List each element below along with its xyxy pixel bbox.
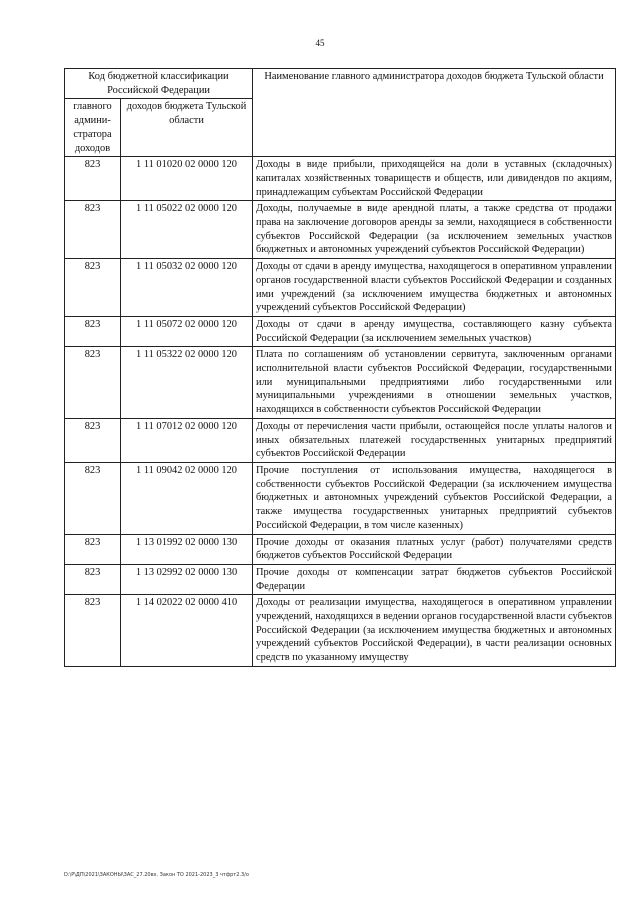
table-header-row [65, 69, 616, 99]
income-name-cell: Доходы, получаемые в виде арендной платы, а также средства от продажи права на заключение договоров аренды за земли, находящиеся в собственности субъектов Российской Федерации (за исключением земельных участков бюджетных и автономных учреждений субъектов Российской Федерации) [253, 201, 616, 259]
admin-code-cell: 823 [65, 259, 121, 317]
income-name-cell: Прочие доходы от оказания платных услуг (работ) получателями средств бюджетов субъектов Российской Федерации [253, 534, 616, 564]
table-row [65, 595, 616, 667]
income-name-cell: Прочие доходы от компенсации затрат бюджетов субъектов Российской Федерации [253, 564, 616, 594]
table-row [65, 347, 616, 419]
income-code-cell: 1 14 02022 02 0000 410 [121, 595, 253, 667]
income-name-cell: Доходы от сдачи в аренду имущества, находящегося в оперативном управлении органов государственной власти субъектов Российской Федерации и созданных ими учреждений (за исключением имущества бюджетных и автономных учреждений субъектов Российской Федерации) [253, 259, 616, 317]
table-row [65, 259, 616, 317]
admin-code-cell: 823 [65, 462, 121, 534]
income-admin-table [64, 68, 616, 667]
file-path-footer: D:\Р\ДП\2021\ЗАКОНЫ\ЗАС_27.20вх. Закон ТО 2021-2023_3 чтфрт2.3/о [64, 872, 249, 878]
table-row [65, 462, 616, 534]
table-row [65, 201, 616, 259]
admin-code-cell: 823 [65, 201, 121, 259]
table-row [65, 564, 616, 594]
admin-code-cell: 823 [65, 564, 121, 594]
income-code-cell: 1 11 07012 02 0000 120 [121, 418, 253, 462]
income-name-cell: Плата по соглашениям об установлении сервитута, заключенным органами исполнительной власти субъектов Российской Федерации, государственными или муниципальными предприятиями либо государственными или муниципальными учреждениями в отношении земельных участков, находящихся в собственности субъектов Российской Федерации [253, 347, 616, 419]
table-row [65, 316, 616, 346]
header-main-admin: главного админи-стратора доходов [65, 99, 121, 157]
income-name-cell: Доходы от реализации имущества, находящегося в оперативном управлении учреждений, находящихся в ведении органов государственной власти субъектов Российской Федерации (за исключением имущества бюджетных и автономных учреждений субъектов Российской Федерации), в части реализации основных средств по указанному имуществу [253, 595, 616, 667]
income-name-cell: Доходы от сдачи в аренду имущества, составляющего казну субъекта Российской Федерации (за исключением земельных участков) [253, 316, 616, 346]
admin-code-cell: 823 [65, 418, 121, 462]
table-row [65, 157, 616, 201]
income-code-cell: 1 13 01992 02 0000 130 [121, 534, 253, 564]
header-classification-code: Код бюджетной классификации Российской Федерации [65, 69, 253, 99]
table-row [65, 418, 616, 462]
header-admin-name: Наименование главного администратора доходов бюджета Тульской области [253, 69, 616, 157]
income-code-cell: 1 11 05322 02 0000 120 [121, 347, 253, 419]
income-code-cell: 1 11 09042 02 0000 120 [121, 462, 253, 534]
admin-code-cell: 823 [65, 347, 121, 419]
admin-code-cell: 823 [65, 534, 121, 564]
income-code-cell: 1 11 01020 02 0000 120 [121, 157, 253, 201]
income-code-cell: 1 11 05072 02 0000 120 [121, 316, 253, 346]
income-code-cell: 1 13 02992 02 0000 130 [121, 564, 253, 594]
table-row [65, 534, 616, 564]
table-body [65, 157, 616, 667]
income-name-cell: Доходы от перечисления части прибыли, остающейся после уплаты налогов и иных обязательных платежей государственных унитарных предприятий субъектов Российской Федерации [253, 418, 616, 462]
admin-code-cell: 823 [65, 157, 121, 201]
income-code-cell: 1 11 05022 02 0000 120 [121, 201, 253, 259]
income-code-cell: 1 11 05032 02 0000 120 [121, 259, 253, 317]
income-name-cell: Доходы в виде прибыли, приходящейся на доли в уставных (складочных) капиталах хозяйственных товариществ и обществ, или дивидендов по акциям, принадлежащим субъектам Российской Федерации [253, 157, 616, 201]
admin-code-cell: 823 [65, 595, 121, 667]
admin-code-cell: 823 [65, 316, 121, 346]
income-name-cell: Прочие поступления от использования имущества, находящегося в собственности субъектов Российской Федерации (за исключением имущества бюджетных и автономных учреждений субъектов Российской Федерации, а также имущества государственных унитарных предприятий субъектов Российской Федерации, в том числе казенных) [253, 462, 616, 534]
page-number: 45 [315, 38, 325, 48]
header-income-code: доходов бюджета Тульской области [121, 99, 253, 157]
